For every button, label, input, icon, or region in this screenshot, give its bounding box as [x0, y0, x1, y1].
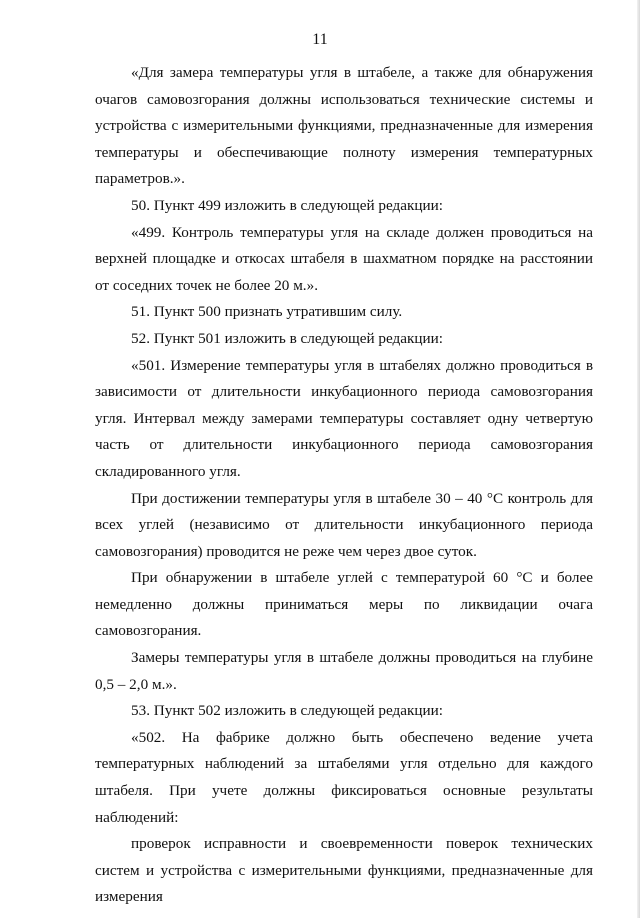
paragraph-501: «501. Измерение температуры угля в штабелях должно проводиться в зависимости от длительности инкубационного периода самовозгорания угля. Интервал между замерами температуры составляет одну четвертую часть от длительности инкубационного периода самовозгорания складированного угля.: [95, 356, 593, 480]
paragraph-1: «Для замера температуры угля в штабеле, а также для обнаружения очагов самовозгорания должны использоваться технические системы и устройства с измерительными функциями, предназначенные для измерения температуры и обеспечивающие полноту измерения температурных параметров.».: [95, 64, 593, 188]
page-number: 11: [312, 31, 328, 48]
paragraph-501-depth: Замеры температуры угля в штабеле должны проводиться на глубине 0,5 – 2,0 м.».: [95, 649, 593, 693]
paragraph-502: «502. На фабрике должно быть обеспечено ведение учета температурных наблюдений за штабелями угля отдельно для каждого штабеля. При учете должны фиксироваться основные результаты наблюдений:: [95, 728, 593, 826]
paragraph-501-detection: При обнаружении в штабеле углей с температурой 60 °С и более немедленно должны приниматься меры по ликвидации очага самовозгорания.: [95, 569, 593, 640]
document-body: [95, 60, 593, 911]
paragraph-item-50: 50. Пункт 499 изложить в следующей редакции:: [131, 196, 444, 214]
paragraph-499: «499. Контроль температуры угля на складе должен проводиться на верхней площадке и откосах штабеля в шахматном порядке на расстоянии от соседних точек не более 20 м.».: [95, 223, 593, 294]
paragraph-502-checks: проверок исправности и своевременности поверок технических систем и устройства с измерительными функциями, предназначенные для измерения: [95, 835, 593, 906]
paragraph-501-threshold: При достижении температуры угля в штабеле 30 – 40 °С контроль для всех углей (независимо от длительности инкубационного периода самовозгорания) проводится не реже чем через двое суток.: [95, 489, 593, 560]
paragraph-item-51: 51. Пункт 500 признать утратившим силу.: [131, 303, 403, 321]
paragraph-item-53: 53. Пункт 502 изложить в следующей редакции:: [131, 702, 444, 720]
paragraph-item-52: 52. Пункт 501 изложить в следующей редакции:: [131, 329, 444, 347]
